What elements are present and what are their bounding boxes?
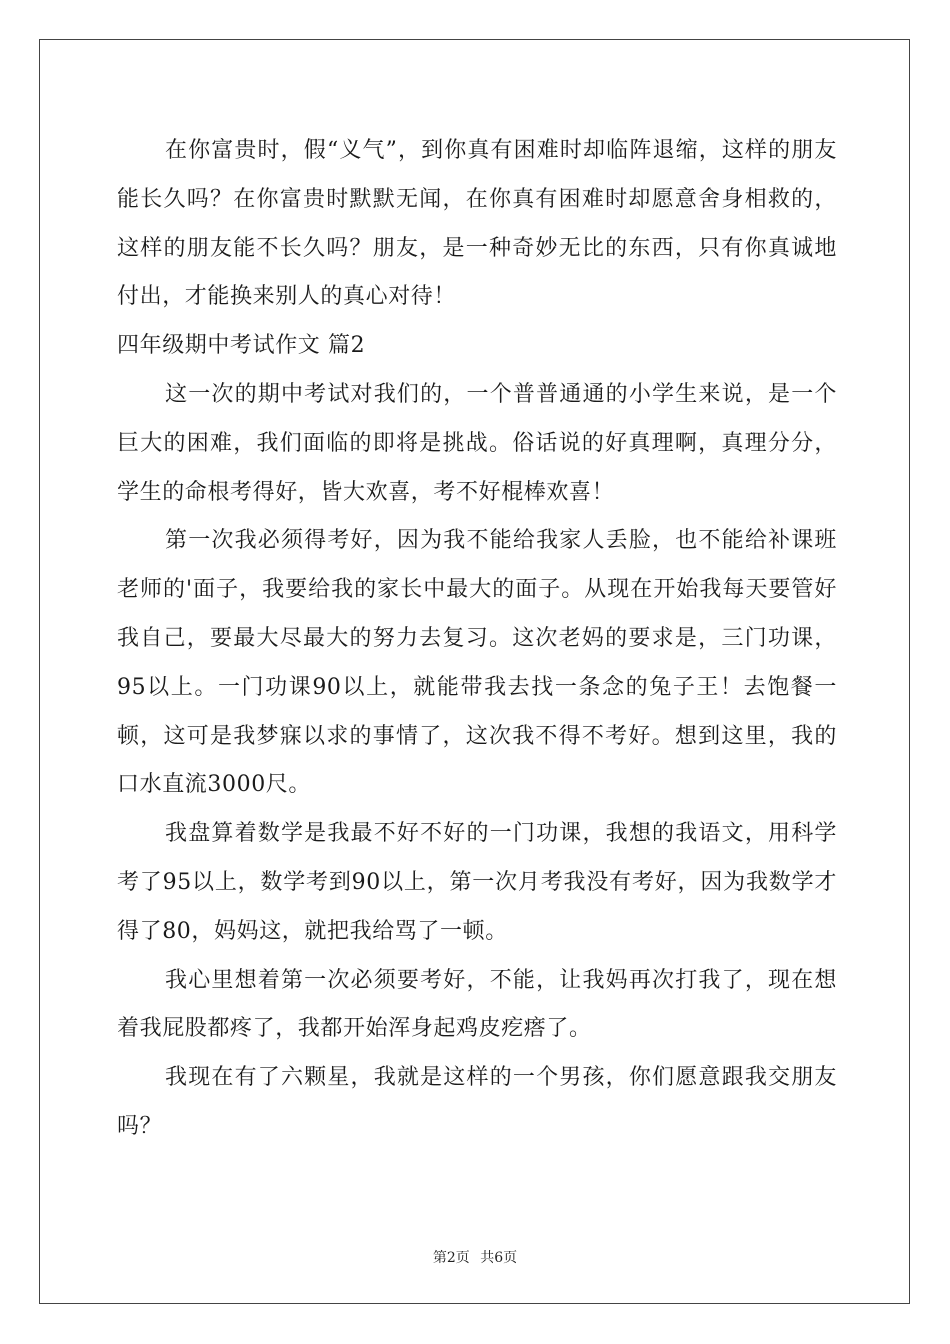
paragraph-5: 我心里想着第一次必须要考好，不能，让我妈再次打我了，现在想着我屁股都疼了，我都开始浑身起鸡皮疙瘩了。: [117, 967, 837, 1042]
paragraph-6: 我现在有了六颗星，我就是这样的一个男孩，你们愿意跟我交朋友吗？: [117, 1065, 837, 1139]
page-number: 第2页: [432, 1250, 470, 1266]
page-footer: [0, 1247, 950, 1267]
page-total: 共6页: [480, 1250, 518, 1266]
paragraph-3: 第一次我必须得考好，因为我不能给我家人丢脸，也不能给补课班老师的'面子，我要给我的家长中最大的面子。从现在开始我每天要管好我自己，要最大尽最大的努力去复习。这次老妈的要求是，三门功课，95以上。一门功课90以上，就能带我去找一条念的兔子王！去饱餐一顿，这可是我梦寐以求的事情了，这次我不得不考好。想到这里，我的口水直流3000尺。: [117, 528, 837, 798]
paragraph-4: 我盘算着数学是我最不好不好的一门功课，我想的我语文，用科学考了95以上，数学考到90以上，第一次月考我没有考好，因为我数学才得了80，妈妈这，就把我给骂了一顿。: [117, 821, 837, 944]
paragraph-2: 这一次的期中考试对我们的，一个普普通通的小学生来说，是一个巨大的困难，我们面临的即将是挑战。俗话说的好真理啊，真理分分，学生的命根考得好，皆大欢喜，考不好棍棒欢喜！: [117, 381, 837, 505]
section-heading: 四年级期中考试作文 篇2: [117, 333, 366, 359]
document-body: [117, 127, 837, 1152]
paragraph-1: 在你富贵时，假“义气”，到你真有困难时却临阵退缩，这样的朋友能长久吗？在你富贵时默默无闻，在你真有困难时却愿意舍身相救的，这样的朋友能不长久吗？朋友，是一种奇妙无比的东西，只有你真诚地付出，才能换来别人的真心对待！: [117, 138, 837, 310]
